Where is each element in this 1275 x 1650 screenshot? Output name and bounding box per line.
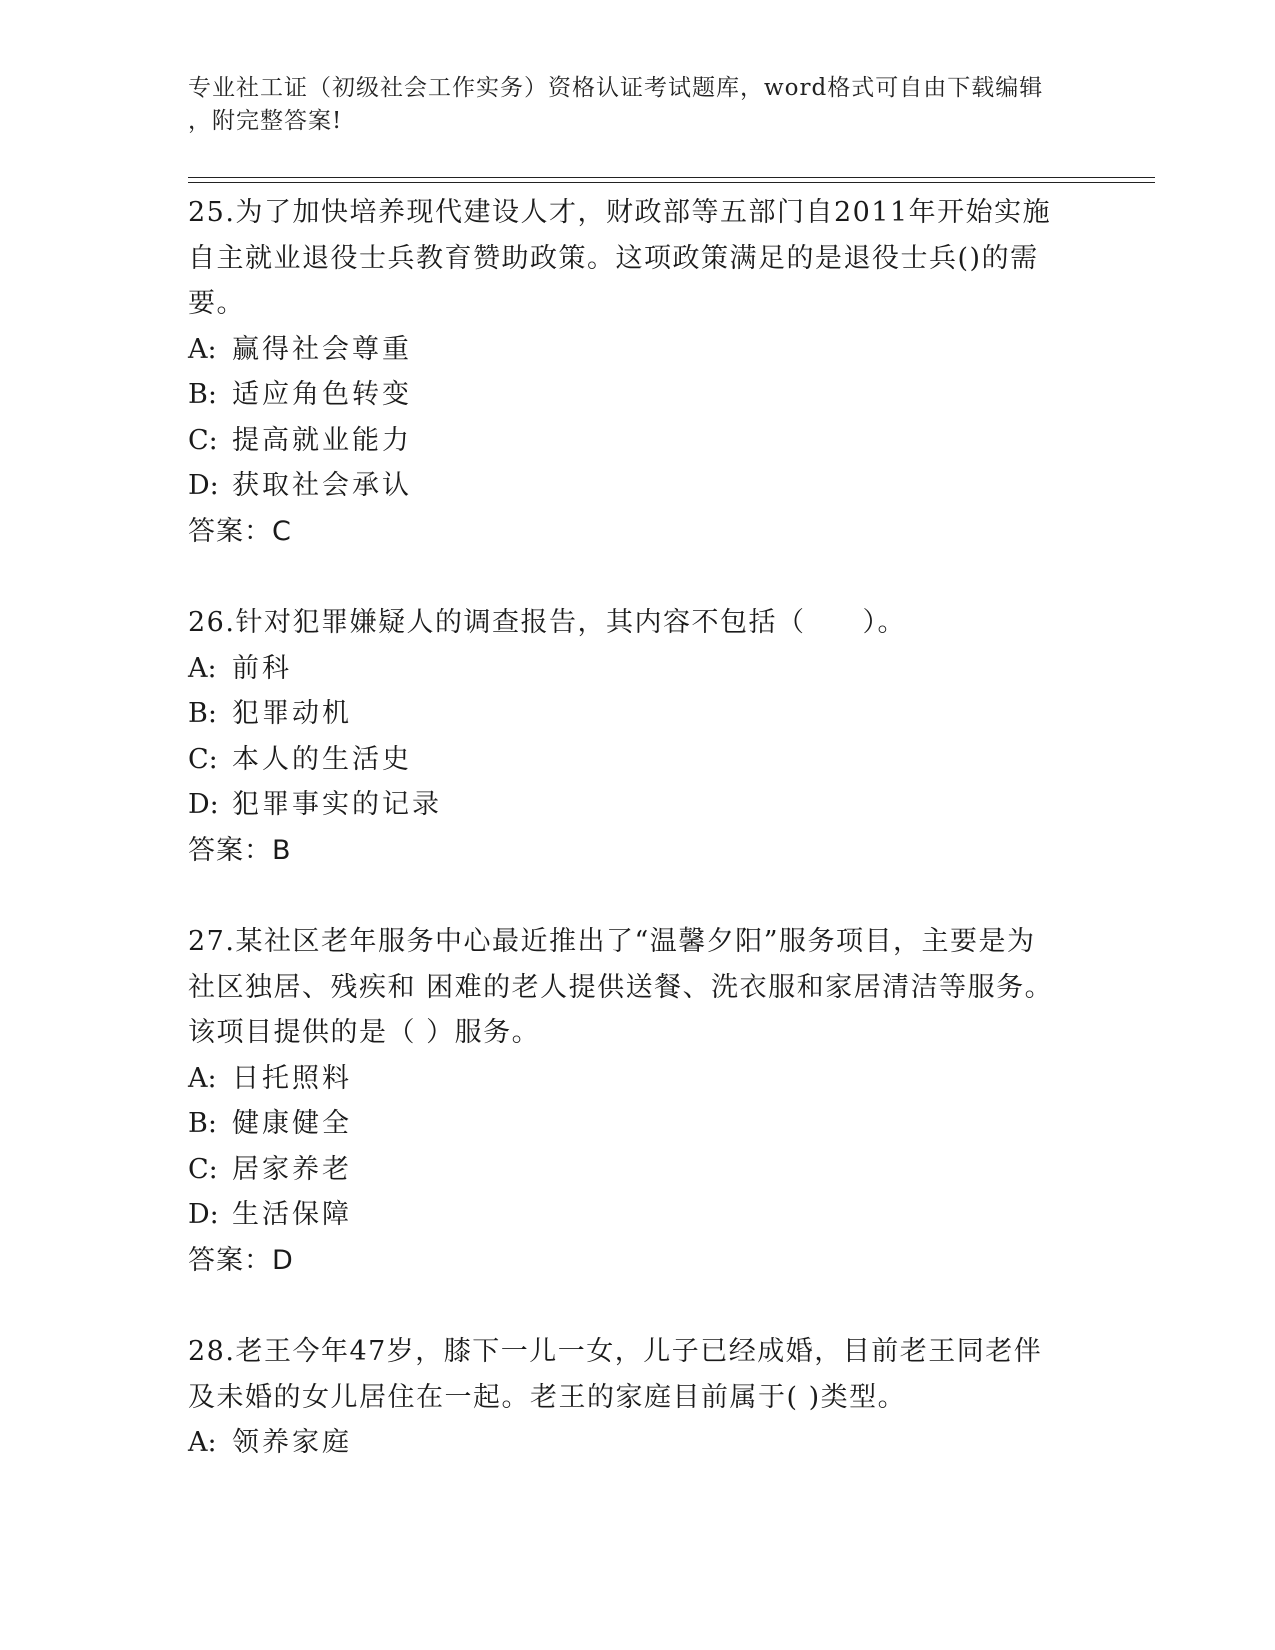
- document-header: [188, 72, 1088, 138]
- question-stem-line: 该项目提供的是（ ）服务。: [188, 1017, 541, 1048]
- option-text: 适应角色转变: [232, 379, 412, 410]
- question-stem-line: 28.老王今年47岁，膝下一儿一女，儿子已经成婚，目前老王同老伴: [188, 1336, 1043, 1367]
- question-26: [188, 600, 1088, 873]
- question-stem-line: 及未婚的女儿居住在一起。老王的家庭目前属于( )类型。: [188, 1381, 907, 1413]
- option-b: [188, 691, 1088, 737]
- option-letter: B:: [188, 698, 217, 729]
- option-letter: B:: [188, 1108, 217, 1139]
- option-letter: A:: [188, 1062, 217, 1094]
- question-stem-line: 社区独居、残疾和 困难的老人提供送餐、洗衣服和家居清洁等服务。: [188, 971, 1054, 1003]
- option-text: 领养家庭: [232, 1427, 352, 1458]
- question-stem-line: 自主就业退役士兵教育赞助政策。这项政策满足的是退役士兵()的需: [188, 242, 1039, 274]
- option-text: 居家养老: [232, 1153, 352, 1185]
- question-stem-line: 27.某社区老年服务中心最近推出了“温馨夕阳”服务项目，主要是为: [188, 926, 1036, 957]
- spacer: [188, 1283, 1088, 1329]
- answer-label: 答案：C: [188, 515, 292, 547]
- option-text: 本人的生活史: [232, 743, 412, 775]
- option-letter: C:: [188, 424, 218, 456]
- option-letter: D:: [188, 789, 219, 820]
- option-a: [188, 1420, 1088, 1466]
- option-letter: A:: [188, 652, 217, 684]
- option-text: 获取社会承认: [232, 470, 412, 501]
- option-letter: A:: [188, 333, 217, 365]
- header-rule-top: [188, 177, 1155, 178]
- option-text: 犯罪事实的记录: [232, 789, 442, 820]
- question-list: [188, 190, 1088, 1466]
- option-text: 提高就业能力: [232, 424, 412, 456]
- option-text: 日托照料: [232, 1062, 352, 1094]
- spacer: [188, 873, 1088, 919]
- option-d: [188, 782, 1088, 828]
- option-text: 生活保障: [232, 1199, 352, 1230]
- option-text: 前科: [232, 652, 292, 684]
- answer-label: 答案：B: [188, 834, 292, 866]
- spacer: [188, 554, 1088, 600]
- option-a: [188, 327, 1088, 373]
- header-line-2: ，附完整答案!: [188, 108, 343, 134]
- option-a: [188, 1056, 1088, 1102]
- option-text: 健康健全: [232, 1108, 352, 1139]
- option-a: [188, 646, 1088, 692]
- question-28: [188, 1329, 1088, 1466]
- option-letter: C:: [188, 743, 218, 775]
- question-stem-line: 26.针对犯罪嫌疑人的调查报告，其内容不包括（ ）。: [188, 607, 906, 638]
- option-c: [188, 737, 1088, 783]
- option-d: [188, 463, 1088, 509]
- question-stem-line: 25.为了加快培养现代建设人才，财政部等五部门自2011年开始实施: [188, 197, 1052, 228]
- option-text: 犯罪动机: [232, 698, 352, 729]
- option-text: 赢得社会尊重: [232, 333, 412, 365]
- option-b: [188, 372, 1088, 418]
- option-letter: C:: [188, 1153, 218, 1185]
- option-c: [188, 1147, 1088, 1193]
- question-stem-line: 要。: [188, 288, 245, 319]
- option-d: [188, 1192, 1088, 1238]
- header-line-1: 专业社工证（初级社会工作实务）资格认证考试题库，word格式可自由下载编辑: [188, 75, 1044, 101]
- option-c: [188, 418, 1088, 464]
- option-letter: D:: [188, 1199, 219, 1230]
- option-letter: D:: [188, 470, 219, 501]
- question-25: [188, 190, 1088, 554]
- option-b: [188, 1101, 1088, 1147]
- answer-label: 答案：D: [188, 1244, 294, 1276]
- option-letter: A:: [188, 1427, 217, 1458]
- option-letter: B:: [188, 379, 217, 410]
- header-rule-bottom: [188, 182, 1155, 183]
- question-27: [188, 919, 1088, 1283]
